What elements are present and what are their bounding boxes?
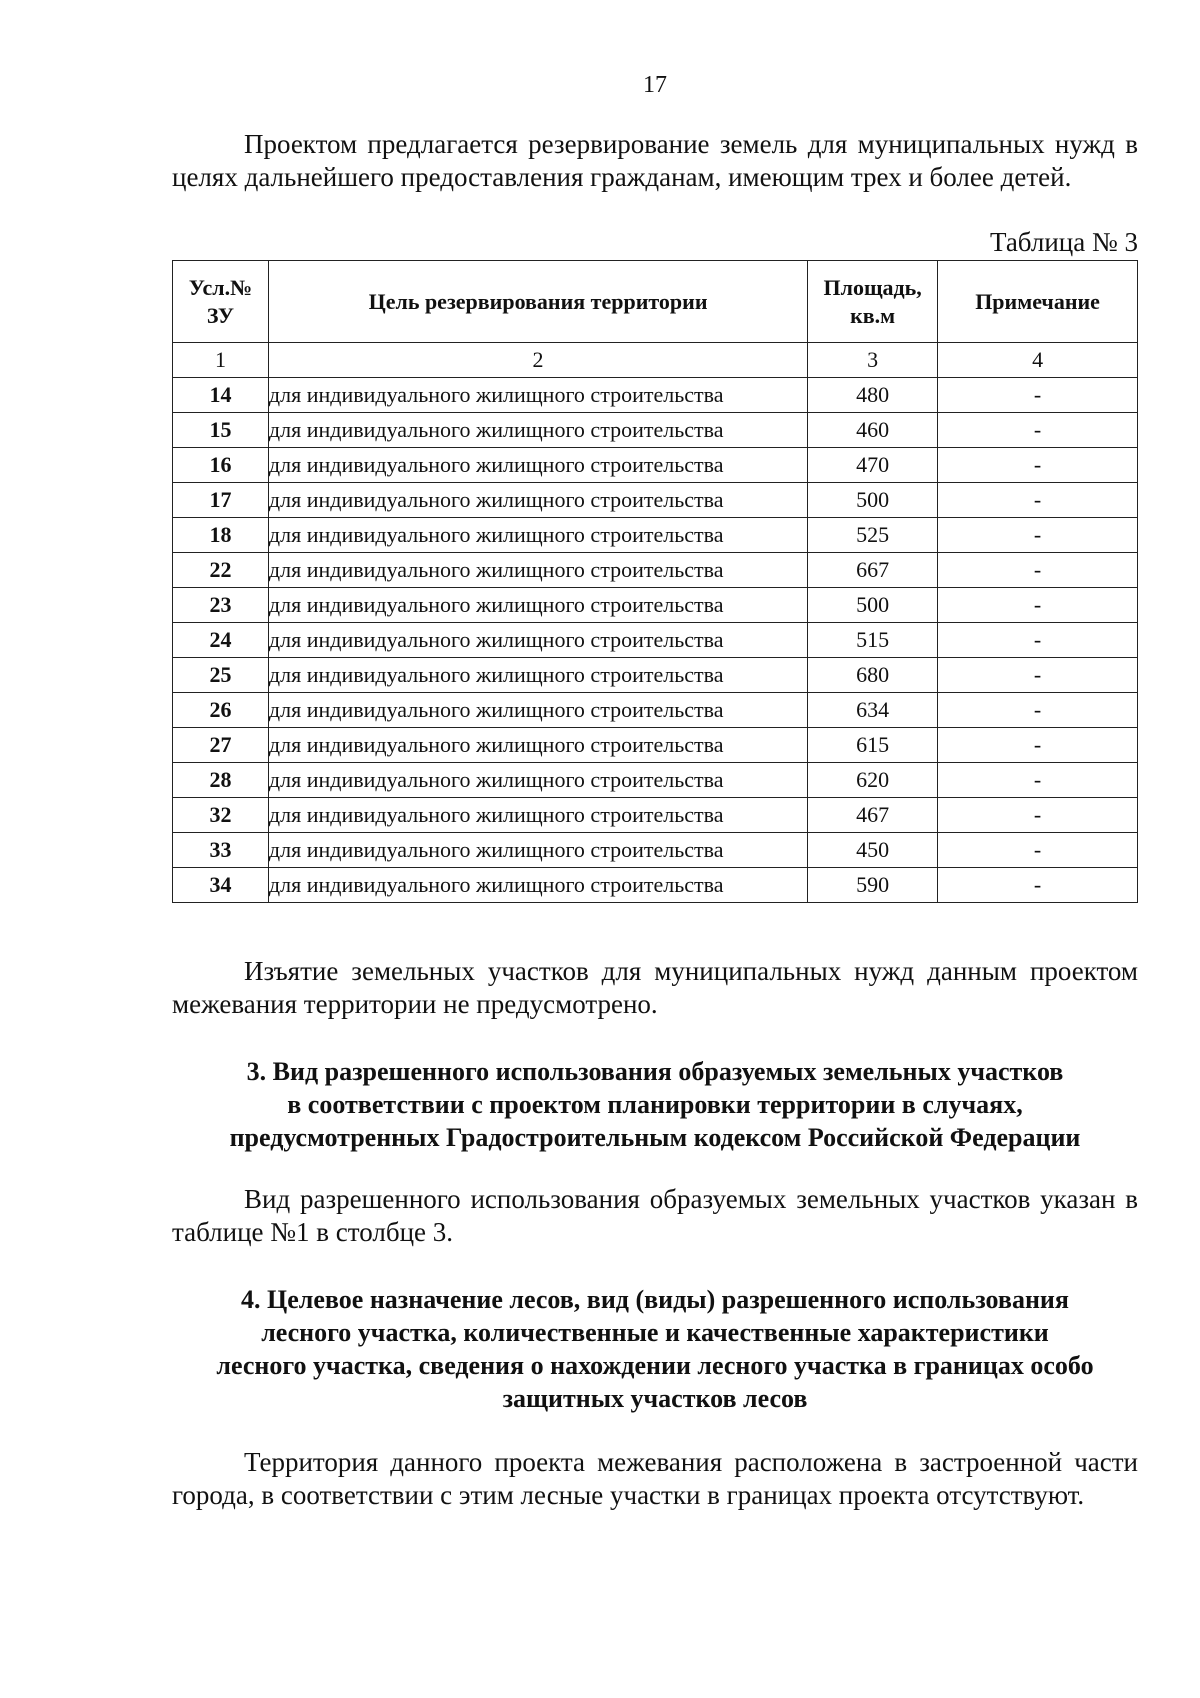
area-cell: 460 — [808, 413, 938, 448]
plot-number-cell: 28 — [173, 763, 269, 798]
table-row — [173, 378, 1138, 413]
section-4-title — [172, 1283, 1138, 1415]
table-row — [173, 518, 1138, 553]
table-body — [173, 343, 1138, 903]
note-cell: - — [938, 728, 1138, 763]
purpose-cell: для индивидуального жилищного строительства — [268, 413, 807, 448]
plot-number-cell: 33 — [173, 833, 269, 868]
table-row — [173, 658, 1138, 693]
note-cell: - — [938, 588, 1138, 623]
paragraph-permitted-use: Вид разрешенного использования образуемых земельных участков указан в таблице №1 в столбце 3. — [172, 1184, 1138, 1247]
note-cell: - — [938, 833, 1138, 868]
table-row — [173, 413, 1138, 448]
table-row — [173, 693, 1138, 728]
note-cell: - — [938, 448, 1138, 483]
note-cell: - — [938, 658, 1138, 693]
section-3-title-line: предусмотренных Градостроительным кодексом Российской Федерации — [229, 1123, 1081, 1152]
area-cell: 470 — [808, 448, 938, 483]
paragraph-reservation: Проектом предлагается резервирование земель для муниципальных нужд в целях дальнейшего предоставления гражданам, имеющим трех и более детей. — [172, 129, 1138, 192]
area-cell: 480 — [808, 378, 938, 413]
plot-number-cell: 32 — [173, 798, 269, 833]
area-cell: 500 — [808, 483, 938, 518]
section-3-title-line: 3. Вид разрешенного использования образуемых земельных участков — [246, 1057, 1064, 1086]
table-caption: Таблица № 3 — [990, 227, 1138, 257]
purpose-cell: для индивидуального жилищного строительства — [268, 798, 807, 833]
plot-number-cell: 27 — [173, 728, 269, 763]
purpose-cell: для индивидуального жилищного строительства — [268, 693, 807, 728]
column-number: 4 — [938, 343, 1138, 378]
section-4-title-line: 4. Целевое назначение лесов, вид (виды) разрешенного использования — [241, 1285, 1069, 1314]
header-area: Площадь, кв.м — [808, 261, 938, 343]
column-numbering-row — [173, 343, 1138, 378]
table-row — [173, 448, 1138, 483]
note-cell: - — [938, 623, 1138, 658]
plot-number-cell: 22 — [173, 553, 269, 588]
area-cell: 450 — [808, 833, 938, 868]
table-row — [173, 763, 1138, 798]
plot-number-cell: 18 — [173, 518, 269, 553]
purpose-cell: для индивидуального жилищного строительства — [268, 588, 807, 623]
column-number: 1 — [173, 343, 269, 378]
purpose-cell: для индивидуального жилищного строительства — [268, 448, 807, 483]
table-row — [173, 588, 1138, 623]
section-3-title-line: в соответствии с проектом планировки территории в случаях, — [287, 1090, 1023, 1119]
plot-number-cell: 16 — [173, 448, 269, 483]
section-4-title-line: лесного участка, количественные и качественные характеристики — [261, 1318, 1049, 1347]
note-cell: - — [938, 413, 1138, 448]
table-header-row — [173, 261, 1138, 343]
reservation-table — [172, 260, 1138, 903]
plot-number-cell: 25 — [173, 658, 269, 693]
area-cell: 590 — [808, 868, 938, 903]
plot-number-cell: 15 — [173, 413, 269, 448]
purpose-cell: для индивидуального жилищного строительства — [268, 833, 807, 868]
note-cell: - — [938, 868, 1138, 903]
purpose-cell: для индивидуального жилищного строительства — [268, 728, 807, 763]
area-cell: 525 — [808, 518, 938, 553]
column-number: 3 — [808, 343, 938, 378]
note-cell: - — [938, 518, 1138, 553]
paragraph-forests: Территория данного проекта межевания расположена в застроенной части города, в соответствии с этим лесные участки в границах проекта отсутствуют. — [172, 1447, 1138, 1510]
section-3-title — [172, 1055, 1138, 1154]
note-cell: - — [938, 798, 1138, 833]
table-row — [173, 868, 1138, 903]
area-cell: 500 — [808, 588, 938, 623]
note-cell: - — [938, 378, 1138, 413]
purpose-cell: для индивидуального жилищного строительства — [268, 483, 807, 518]
area-cell: 634 — [808, 693, 938, 728]
plot-number-cell: 24 — [173, 623, 269, 658]
plot-number-cell: 14 — [173, 378, 269, 413]
area-cell: 667 — [808, 553, 938, 588]
purpose-cell: для индивидуального жилищного строительства — [268, 553, 807, 588]
area-cell: 680 — [808, 658, 938, 693]
plot-number-cell: 23 — [173, 588, 269, 623]
header-purpose: Цель резервирования территории — [268, 261, 807, 343]
table-row — [173, 483, 1138, 518]
purpose-cell: для индивидуального жилищного строительства — [268, 763, 807, 798]
table-row — [173, 728, 1138, 763]
paragraph-withdrawal: Изъятие земельных участков для муниципальных нужд данным проектом межевания территории не предусмотрено. — [172, 956, 1138, 1019]
purpose-cell: для индивидуального жилищного строительства — [268, 623, 807, 658]
purpose-cell: для индивидуального жилищного строительства — [268, 868, 807, 903]
table-row — [173, 623, 1138, 658]
header-note: Примечание — [938, 261, 1138, 343]
purpose-cell: для индивидуального жилищного строительства — [268, 518, 807, 553]
purpose-cell: для индивидуального жилищного строительства — [268, 658, 807, 693]
note-cell: - — [938, 483, 1138, 518]
column-number: 2 — [268, 343, 807, 378]
purpose-cell: для индивидуального жилищного строительства — [268, 378, 807, 413]
header-plot-number: Усл.№ ЗУ — [173, 261, 269, 343]
area-cell: 515 — [808, 623, 938, 658]
plot-number-cell: 34 — [173, 868, 269, 903]
note-cell: - — [938, 693, 1138, 728]
note-cell: - — [938, 553, 1138, 588]
page-number: 17 — [643, 72, 667, 98]
section-4-title-line: лесного участка, сведения о нахождении лесного участка в границах особо — [216, 1351, 1094, 1380]
table-row — [173, 833, 1138, 868]
plot-number-cell: 17 — [173, 483, 269, 518]
area-cell: 467 — [808, 798, 938, 833]
section-4-title-line: защитных участков лесов — [502, 1384, 808, 1413]
area-cell: 615 — [808, 728, 938, 763]
note-cell: - — [938, 763, 1138, 798]
plot-number-cell: 26 — [173, 693, 269, 728]
area-cell: 620 — [808, 763, 938, 798]
table-row — [173, 798, 1138, 833]
table-row — [173, 553, 1138, 588]
